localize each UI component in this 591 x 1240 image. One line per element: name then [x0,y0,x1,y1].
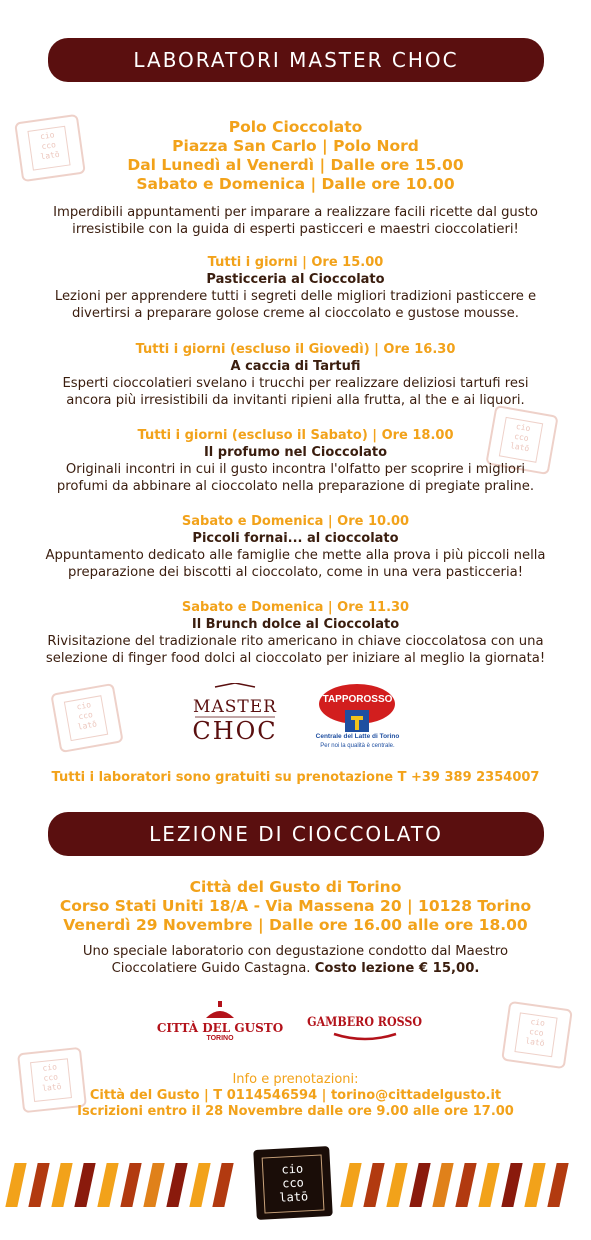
masterchoc-logo-line2: CHOC [192,717,278,745]
event-item [40,513,551,581]
cioccolato-stamp-decoration: cio cco latō [485,405,558,475]
citta-del-gusto-logo [156,995,284,1047]
tapporosso-logo-name: TAPPOROSSO [322,694,393,705]
event-title: Il profumo nel Cioccolato [203,445,388,460]
venue-info-citta-del-gusto [30,878,561,935]
event-description: Rivisitazione del tradizionale rito americano in chiave cioccolatosa con una selezione di finger food dolci al cioccolato per iniziare al meglio la giornata! [45,634,546,666]
cioccolato-stamp-decoration: cio cco latō [17,1047,87,1113]
gambero-rosso-logo [305,1010,425,1046]
event-title: Pasticceria al Cioccolato [206,272,385,287]
venue-line: Venerdì 29 Novembre | Dalle ore 16.00 alle ore 18.00 [63,916,528,934]
cioccolato-logo-line: cio [281,1161,304,1177]
masterchoc-logo [185,683,285,753]
event-description: Lezioni per apprendere tutti i segreti delle migliori tradizioni pasticcere e divertirsi a preparare golose creme al cioccolato e gustose mousse. [54,289,537,321]
lesson-price: Costo lezione € 15,00. [314,961,480,976]
venue-line: Piazza San Carlo | Polo Nord [172,137,419,155]
decorative-stripes-left [0,1163,250,1207]
event-time: Tutti i giorni (escluso il Giovedì) | Ore 16.30 [135,342,456,357]
cioccolato-stamp-decoration: cio cco latō [50,683,123,753]
event-description: Originali incontri in cui il gusto incontra l'olfatto per scoprire i migliori profumi da abbinare al cioccolato nella preparazione di pregiate praline. [56,462,535,494]
tapporosso-logo-tagline: Per noi la qualità è centrale. [320,743,395,749]
info-deadline: Iscrizioni entro il 28 Novembre dalle ore 9.00 alle ore 17.00 [77,1104,514,1119]
event-time: Sabato e Domenica | Ore 10.00 [181,514,410,529]
event-title: Piccoli fornai... al cioccolato [192,531,399,546]
event-title: Il Brunch dolce al Cioccolato [191,617,400,632]
section-banner-lezione: LEZIONE DI CIOCCOLATO [48,812,544,856]
intro-text: Imperdibili appuntamenti per imparare a realizzare facili ricette dal gusto irresistibile con la guida di esperti pasticceri e maestri cioccolatieri! [53,205,538,237]
cioccolato-stamp-decoration: cio cco latō [501,1001,573,1069]
citta-del-gusto-logo-name: CITTÀ DEL GUSTO [156,1021,284,1035]
cioccolato-logo-line: latō [278,1189,309,1205]
lesson-description [70,943,521,977]
section-banner-laboratori: LABORATORI MASTER CHOC [48,38,544,82]
event-description: Esperti cioccolatieri svelano i trucchi per realizzare deliziosi tartufi resi ancora più irresistibili da invitanti ripieni alla frutta, al the e ai liquori. [62,376,529,408]
info-section [30,1072,561,1120]
citta-del-gusto-logo-sub: TORINO [206,1035,234,1042]
venue-line: Corso Stati Uniti 18/A - Via Massena 20 | 10128 Torino [59,897,532,915]
laboratori-footer-note: Tutti i laboratori sono gratuiti su prenotazione T +39 389 2354007 [51,770,540,785]
venue-info-polo-cioccolato [30,118,561,194]
venue-line: Sabato e Domenica | Dalle ore 10.00 [136,175,455,193]
venue-line: Dal Lunedì al Venerdì | Dalle ore 15.00 [127,156,464,174]
tapporosso-logo-sub: Centrale del Latte di Torino [315,733,400,740]
event-description: Appuntamento dedicato alle famiglie che mette alla prova i più piccoli nella preparazione dei biscotti al cioccolato, come in una vera pasticceria! [45,548,546,580]
event-item [40,599,551,667]
venue-line: Città del Gusto di Torino [189,878,402,896]
gambero-rosso-logo-name: GAMBERO ROSSO [307,1014,423,1030]
decorative-stripes-right [335,1163,591,1207]
event-time: Tutti i giorni | Ore 15.00 [207,255,384,270]
event-time: Tutti i giorni (escluso il Sabato) | Ore 18.00 [137,428,454,443]
event-title: A caccia di Tartufi [230,359,361,374]
event-time: Sabato e Domenica | Ore 11.30 [181,600,410,615]
event-item [40,341,551,409]
event-item [40,254,551,322]
event-item [40,427,551,495]
masterchoc-logo-line1: MASTER [193,697,277,717]
cioccolato-logo-line: cco [281,1175,305,1191]
lesson-description-text: Uno speciale laboratorio con degustazione condotto dal Maestro Cioccolatiere Guido Castagna. [82,944,509,976]
info-contacts: Città del Gusto | T 0114546594 | torino@cittadelgusto.it [89,1088,502,1103]
venue-line: Polo Cioccolato [228,118,363,136]
cioccolato-logo [253,1146,333,1220]
info-title: Info e prenotazioni: [232,1072,359,1087]
cioccolato-stamp-decoration: cio cco latō [14,114,86,182]
tapporosso-logo [315,680,400,760]
